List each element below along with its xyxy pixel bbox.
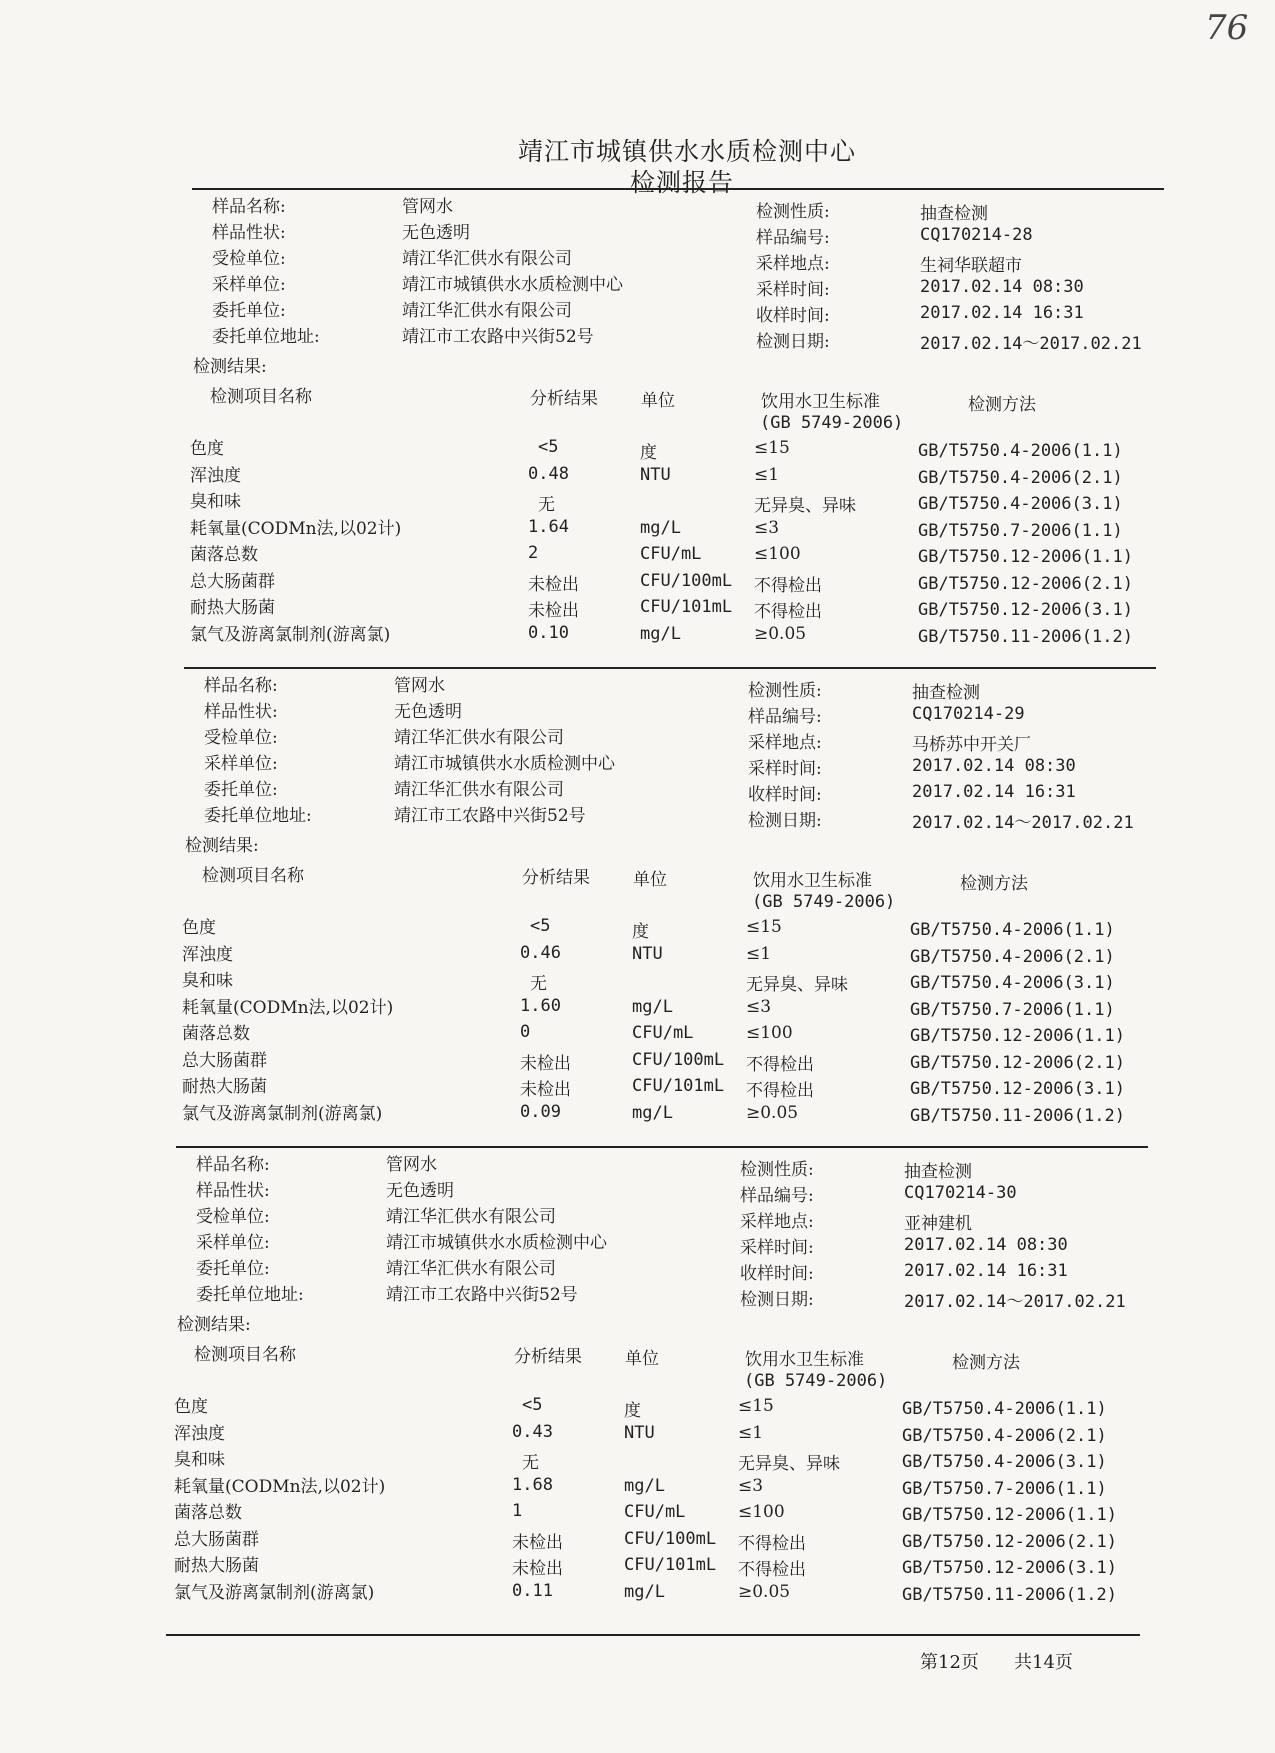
value-sampling-place: 马桥苏中开关厂 <box>912 735 1031 755</box>
label-sampling-unit: 采样单位: <box>212 275 286 295</box>
item-unit: CFU/101mL <box>640 597 733 617</box>
value-test-nature: 抽查检测 <box>912 683 980 703</box>
value-test-nature: 抽查检测 <box>920 204 988 224</box>
item-standard: 不得检出 <box>746 1054 814 1075</box>
item-standard: ≤1 <box>738 1422 764 1443</box>
section-rule <box>176 1146 1148 1148</box>
value-client-address: 靖江市工农路中兴街52号 <box>402 327 594 347</box>
item-standard: ≤3 <box>754 517 780 538</box>
item-method: GB/T5750.4-2006(1.1) <box>910 920 1115 940</box>
item-name: 总大肠菌群 <box>174 1529 259 1550</box>
value-inspected-unit: 靖江华汇供水有限公司 <box>402 249 572 269</box>
item-standard: ≤1 <box>746 943 772 964</box>
item-name: 臭和味 <box>182 971 233 991</box>
organization-title: 靖江市城镇供水水质检测中心 <box>518 137 857 166</box>
item-result: 无 <box>522 1453 539 1473</box>
value-sampling-place: 生祠华联超市 <box>920 256 1022 276</box>
item-result: 0.10 <box>528 622 569 643</box>
item-result: 1.64 <box>528 516 569 537</box>
item-standard: 不得检出 <box>738 1533 806 1554</box>
item-standard: 不得检出 <box>746 1081 814 1101</box>
value-sampling-unit: 靖江市城镇供水水质检测中心 <box>402 275 623 295</box>
item-method: GB/T5750.4-2006(3.1) <box>910 973 1115 993</box>
item-name: 耗氧量(CODMn法,以02计) <box>190 518 402 539</box>
item-name: 总大肠菌群 <box>182 1050 267 1071</box>
col-header-method: 检测方法 <box>960 874 1028 894</box>
label-sampling-time: 采样时间: <box>740 1238 814 1258</box>
item-unit: mg/L <box>632 1102 673 1123</box>
item-standard: 无异臭、异味 <box>746 975 848 995</box>
item-unit: CFU/100mL <box>640 570 733 591</box>
item-name: 氯气及游离氯制剂(游离氯) <box>190 624 391 645</box>
item-standard: ≤15 <box>754 438 790 458</box>
item-unit: mg/L <box>640 623 681 644</box>
item-unit: mg/L <box>632 996 673 1017</box>
value-client-address: 靖江市工农路中兴街52号 <box>394 806 586 826</box>
value-inspected-unit: 靖江华汇供水有限公司 <box>386 1207 556 1227</box>
label-test-nature: 检测性质: <box>740 1160 814 1180</box>
item-method: GB/T5750.4-2006(2.1) <box>902 1425 1107 1446</box>
item-name: 菌落总数 <box>182 1024 250 1044</box>
item-result: <5 <box>522 1395 543 1415</box>
item-standard: ≥0.05 <box>738 1581 791 1602</box>
item-unit: mg/L <box>624 1581 665 1602</box>
value-sampling-unit: 靖江市城镇供水水质检测中心 <box>386 1233 607 1253</box>
item-standard: 不得检出 <box>738 1560 806 1580</box>
page-number: 第12页 <box>920 1652 979 1673</box>
label-client-address: 委托单位地址: <box>212 327 320 347</box>
results-heading: 检测结果: <box>177 1315 251 1335</box>
bottom-rule <box>166 1634 1140 1636</box>
item-name: 色度 <box>190 439 224 459</box>
item-result: 0.48 <box>528 463 569 484</box>
value-sample-state: 无色透明 <box>402 223 470 243</box>
item-unit: CFU/mL <box>624 1502 686 1522</box>
item-result: 无 <box>530 974 547 994</box>
label-sampling-place: 采样地点: <box>756 254 830 274</box>
col-header-unit: 单位 <box>625 1349 659 1369</box>
item-result: 1 <box>512 1501 523 1521</box>
label-client-address: 委托单位地址: <box>204 806 312 826</box>
item-result: 未检出 <box>512 1559 563 1579</box>
item-method: GB/T5750.4-2006(3.1) <box>918 494 1123 514</box>
label-inspected-unit: 受检单位: <box>212 249 286 269</box>
item-result: 0.46 <box>520 942 561 963</box>
item-method: GB/T5750.11-2006(1.2) <box>902 1584 1117 1605</box>
item-name: 氯气及游离氯制剂(游离氯) <box>182 1103 383 1124</box>
item-standard: 无异臭、异味 <box>754 496 856 516</box>
col-header-standard-ref: (GB 5749-2006) <box>752 892 896 912</box>
item-method: GB/T5750.12-2006(2.1) <box>902 1531 1117 1552</box>
item-standard: ≤15 <box>746 917 782 937</box>
value-sample-no: CQ170214-29 <box>912 704 1025 724</box>
value-inspected-unit: 靖江华汇供水有限公司 <box>394 728 564 748</box>
item-standard: 不得检出 <box>754 575 822 596</box>
item-unit: 度 <box>632 922 649 942</box>
label-receive-time: 收样时间: <box>740 1264 814 1284</box>
value-receive-time: 2017.02.14 16:31 <box>912 782 1076 802</box>
item-method: GB/T5750.4-2006(1.1) <box>902 1399 1107 1419</box>
label-test-date: 检测日期: <box>740 1290 814 1310</box>
value-sampling-time: 2017.02.14 08:30 <box>920 277 1084 297</box>
item-result: 1.68 <box>512 1474 553 1495</box>
item-unit: 度 <box>640 443 657 463</box>
results-heading: 检测结果: <box>185 836 259 856</box>
item-unit: NTU <box>640 464 671 485</box>
col-header-method: 检测方法 <box>968 395 1036 415</box>
item-standard: 不得检出 <box>754 602 822 622</box>
item-name: 色度 <box>174 1397 208 1417</box>
label-sample-name: 样品名称: <box>212 197 286 217</box>
item-method: GB/T5750.7-2006(1.1) <box>902 1478 1107 1499</box>
item-name: 菌落总数 <box>174 1503 242 1523</box>
value-sample-state: 无色透明 <box>386 1181 454 1201</box>
label-sample-state: 样品性状: <box>212 223 286 243</box>
item-method: GB/T5750.7-2006(1.1) <box>910 999 1115 1020</box>
item-result: 2 <box>528 543 539 563</box>
item-method: GB/T5750.4-2006(2.1) <box>918 467 1123 488</box>
label-client-unit: 委托单位: <box>204 780 278 800</box>
value-sampling-time: 2017.02.14 08:30 <box>904 1235 1068 1255</box>
item-result: <5 <box>538 437 559 457</box>
value-test-date: 2017.02.14～2017.02.21 <box>920 334 1142 354</box>
results-heading: 检测结果: <box>193 357 267 377</box>
item-name: 臭和味 <box>174 1450 225 1470</box>
item-standard: 无异臭、异味 <box>738 1454 840 1474</box>
item-method: GB/T5750.4-2006(3.1) <box>902 1452 1107 1472</box>
item-method: GB/T5750.4-2006(1.1) <box>918 441 1123 461</box>
label-test-date: 检测日期: <box>756 332 830 352</box>
item-method: GB/T5750.12-2006(3.1) <box>910 1079 1125 1099</box>
label-sampling-place: 采样地点: <box>748 733 822 753</box>
label-receive-time: 收样时间: <box>756 306 830 326</box>
label-sample-no: 样品编号: <box>740 1186 814 1206</box>
item-result: 未检出 <box>512 1532 563 1553</box>
item-result: 未检出 <box>520 1080 571 1100</box>
col-header-standard: 饮用水卫生标准 <box>761 392 880 412</box>
col-header-result: 分析结果 <box>514 1347 582 1367</box>
section-rule <box>192 188 1164 190</box>
item-name: 耗氧量(CODMn法,以02计) <box>182 997 394 1018</box>
col-header-result: 分析结果 <box>530 389 598 409</box>
section-rule <box>184 667 1156 669</box>
item-method: GB/T5750.11-2006(1.2) <box>918 626 1133 647</box>
col-header-item: 检测项目名称 <box>210 387 312 407</box>
item-name: 菌落总数 <box>190 545 258 565</box>
item-result: 0 <box>520 1022 531 1042</box>
item-standard: ≤100 <box>746 1023 793 1043</box>
item-standard: ≤15 <box>738 1396 774 1416</box>
label-receive-time: 收样时间: <box>748 785 822 805</box>
item-method: GB/T5750.12-2006(3.1) <box>902 1558 1117 1578</box>
col-header-unit: 单位 <box>633 870 667 890</box>
value-client-unit: 靖江华汇供水有限公司 <box>394 780 564 800</box>
item-name: 耐热大肠菌 <box>182 1077 267 1097</box>
col-header-standard: 饮用水卫生标准 <box>745 1350 864 1370</box>
item-unit: CFU/mL <box>640 544 702 564</box>
item-name: 臭和味 <box>190 492 241 512</box>
item-standard: ≥0.05 <box>746 1102 799 1123</box>
label-sampling-time: 采样时间: <box>748 759 822 779</box>
col-header-standard: 饮用水卫生标准 <box>753 871 872 891</box>
label-client-address: 委托单位地址: <box>196 1285 304 1305</box>
value-sampling-time: 2017.02.14 08:30 <box>912 756 1076 776</box>
label-inspected-unit: 受检单位: <box>196 1207 270 1227</box>
item-unit: CFU/100mL <box>632 1049 725 1070</box>
item-result: 0.43 <box>512 1421 553 1442</box>
label-sample-state: 样品性状: <box>204 702 278 722</box>
col-header-item: 检测项目名称 <box>202 866 304 886</box>
report-title: 检测报告 <box>630 168 735 197</box>
value-receive-time: 2017.02.14 16:31 <box>920 303 1084 323</box>
item-name: 耐热大肠菌 <box>190 598 275 618</box>
item-unit: CFU/101mL <box>624 1555 717 1575</box>
value-test-nature: 抽查检测 <box>904 1162 972 1182</box>
label-sample-name: 样品名称: <box>204 676 278 696</box>
value-sampling-unit: 靖江市城镇供水水质检测中心 <box>394 754 615 774</box>
item-name: 耗氧量(CODMn法,以02计) <box>174 1476 386 1497</box>
item-method: GB/T5750.12-2006(2.1) <box>910 1052 1125 1073</box>
item-name: 浑浊度 <box>182 944 233 965</box>
col-header-method: 检测方法 <box>952 1353 1020 1373</box>
item-result: <5 <box>530 916 551 936</box>
col-header-standard-ref: (GB 5749-2006) <box>744 1371 888 1391</box>
item-standard: ≤100 <box>738 1502 785 1522</box>
item-unit: CFU/101mL <box>632 1076 725 1096</box>
value-client-unit: 靖江华汇供水有限公司 <box>386 1259 556 1279</box>
value-sample-name: 管网水 <box>394 676 445 696</box>
value-test-date: 2017.02.14～2017.02.21 <box>904 1292 1126 1312</box>
handwritten-page-number: 76 <box>1205 8 1249 48</box>
label-test-nature: 检测性质: <box>756 202 830 222</box>
label-test-date: 检测日期: <box>748 811 822 831</box>
item-standard: ≥0.05 <box>754 623 807 644</box>
item-unit: mg/L <box>624 1475 665 1496</box>
item-unit: CFU/mL <box>632 1023 694 1043</box>
item-method: GB/T5750.4-2006(2.1) <box>910 946 1115 967</box>
item-method: GB/T5750.12-2006(1.1) <box>902 1505 1117 1525</box>
item-name: 浑浊度 <box>174 1423 225 1444</box>
item-result: 未检出 <box>528 574 579 595</box>
page-total: 共14页 <box>1014 1652 1073 1673</box>
label-sample-name: 样品名称: <box>196 1155 270 1175</box>
label-sampling-time: 采样时间: <box>756 280 830 300</box>
value-client-unit: 靖江华汇供水有限公司 <box>402 301 572 321</box>
item-standard: ≤3 <box>746 996 772 1017</box>
value-test-date: 2017.02.14～2017.02.21 <box>912 813 1134 833</box>
value-sample-no: CQ170214-30 <box>904 1183 1017 1203</box>
item-standard: ≤100 <box>754 544 801 564</box>
item-result: 0.09 <box>520 1101 561 1122</box>
label-sample-no: 样品编号: <box>756 228 830 248</box>
item-result: 0.11 <box>512 1580 553 1601</box>
label-sample-no: 样品编号: <box>748 707 822 727</box>
item-method: GB/T5750.12-2006(1.1) <box>910 1026 1125 1046</box>
value-sample-name: 管网水 <box>386 1155 437 1175</box>
item-method: GB/T5750.12-2006(2.1) <box>918 573 1133 594</box>
label-sampling-place: 采样地点: <box>740 1212 814 1232</box>
label-client-unit: 委托单位: <box>212 301 286 321</box>
label-inspected-unit: 受检单位: <box>204 728 278 748</box>
value-sample-name: 管网水 <box>402 197 453 217</box>
value-sample-no: CQ170214-28 <box>920 225 1033 245</box>
item-result: 1.60 <box>520 995 561 1016</box>
item-name: 浑浊度 <box>190 465 241 486</box>
label-sample-state: 样品性状: <box>196 1181 270 1201</box>
label-test-nature: 检测性质: <box>748 681 822 701</box>
item-method: GB/T5750.12-2006(3.1) <box>918 600 1133 620</box>
item-result: 未检出 <box>528 601 579 621</box>
col-header-item: 检测项目名称 <box>194 1345 296 1365</box>
value-sampling-place: 亚神建机 <box>904 1214 972 1234</box>
item-name: 氯气及游离氯制剂(游离氯) <box>174 1582 375 1603</box>
item-method: GB/T5750.7-2006(1.1) <box>918 520 1123 541</box>
item-unit: CFU/100mL <box>624 1528 717 1549</box>
item-name: 色度 <box>182 918 216 938</box>
item-method: GB/T5750.12-2006(1.1) <box>918 547 1133 567</box>
col-header-unit: 单位 <box>641 391 675 411</box>
col-header-result: 分析结果 <box>522 868 590 888</box>
item-unit: NTU <box>624 1422 655 1443</box>
item-standard: ≤3 <box>738 1475 764 1496</box>
item-name: 总大肠菌群 <box>190 571 275 592</box>
item-result: 未检出 <box>520 1053 571 1074</box>
item-standard: ≤1 <box>754 464 780 485</box>
col-header-standard-ref: (GB 5749-2006) <box>760 413 904 433</box>
label-sampling-unit: 采样单位: <box>204 754 278 774</box>
value-receive-time: 2017.02.14 16:31 <box>904 1261 1068 1281</box>
item-method: GB/T5750.11-2006(1.2) <box>910 1105 1125 1126</box>
label-sampling-unit: 采样单位: <box>196 1233 270 1253</box>
label-client-unit: 委托单位: <box>196 1259 270 1279</box>
item-result: 无 <box>538 495 555 515</box>
value-sample-state: 无色透明 <box>394 702 462 722</box>
value-client-address: 靖江市工农路中兴街52号 <box>386 1285 578 1305</box>
item-name: 耐热大肠菌 <box>174 1556 259 1576</box>
item-unit: NTU <box>632 943 663 964</box>
item-unit: mg/L <box>640 517 681 538</box>
item-unit: 度 <box>624 1401 641 1421</box>
